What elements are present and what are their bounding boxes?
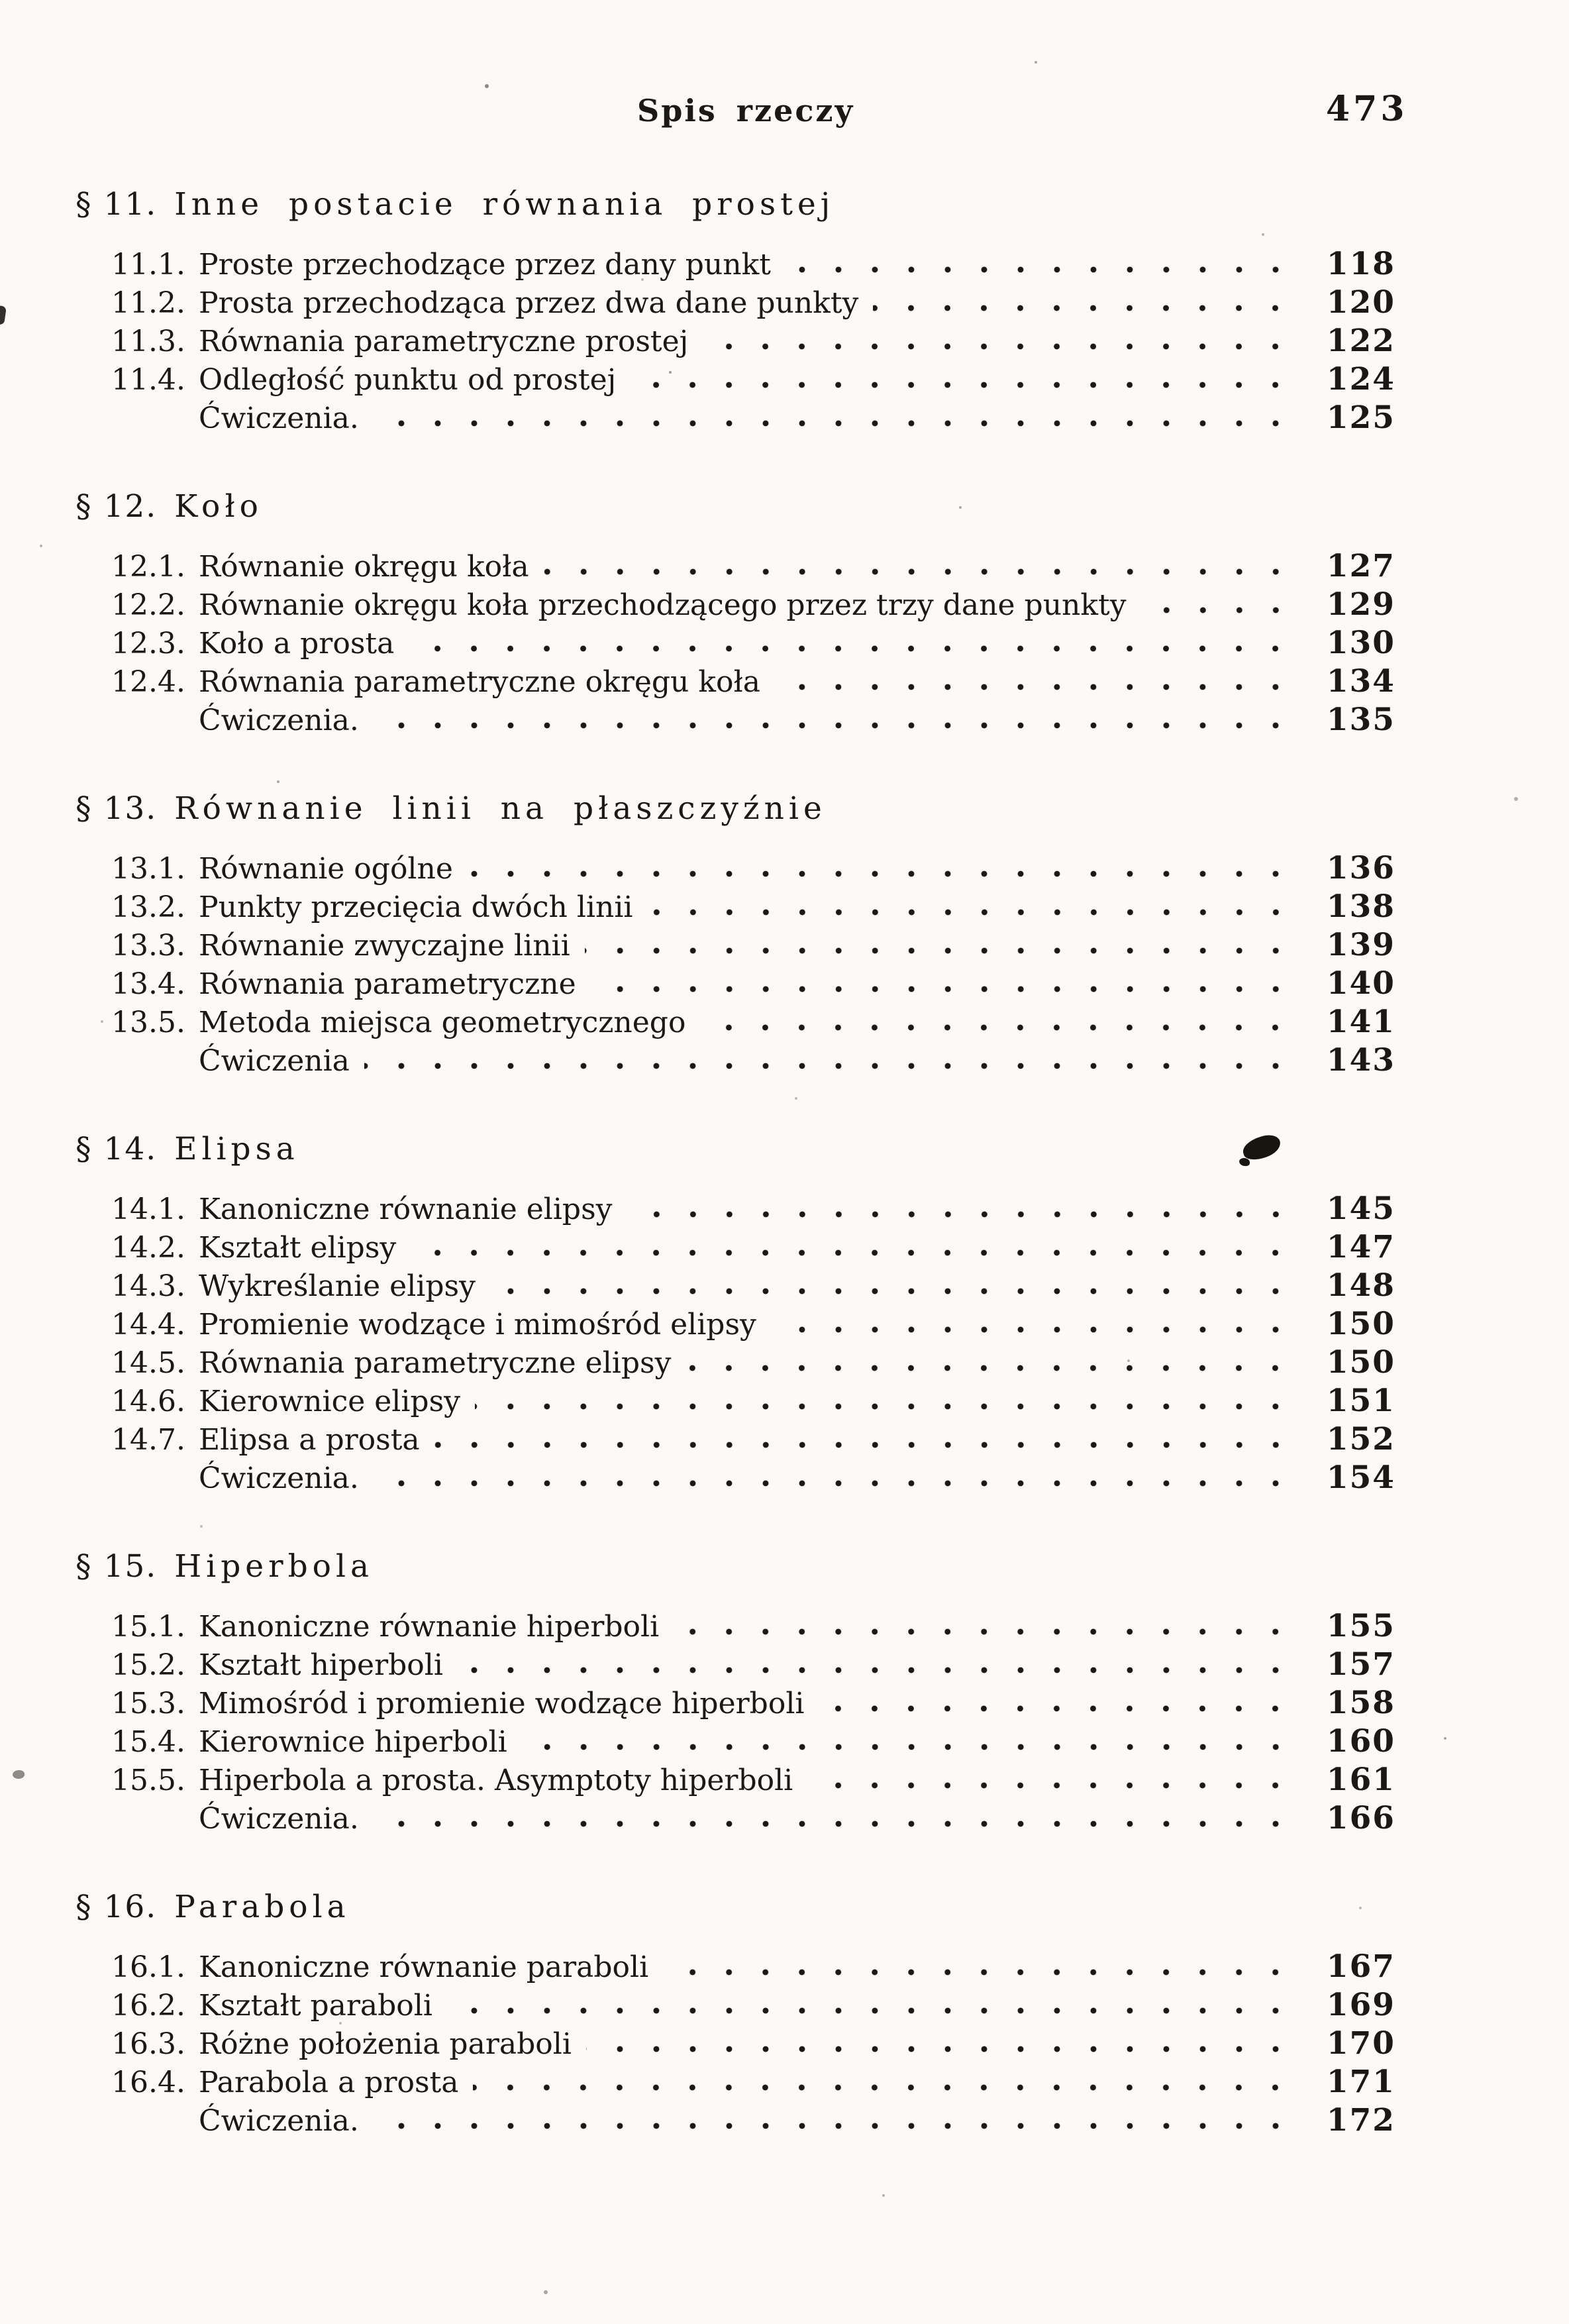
entry-title: Kierownice elipsy <box>199 1385 461 1418</box>
entry-page-number: 125 <box>1326 399 1395 436</box>
section-heading <box>0 1129 1569 1170</box>
entry-title: Równanie zwyczajne linii <box>199 929 570 963</box>
entry-page-number: 120 <box>1326 284 1395 321</box>
entry-page-number: 135 <box>1326 702 1395 738</box>
entry-number: 15.5. <box>111 1764 185 1797</box>
entry-title: Kanoniczne równanie paraboli <box>199 1950 649 1984</box>
entry-title: Prosta przechodząca przez dwa dane punkty <box>199 286 859 320</box>
dot-leader <box>490 1286 1307 1296</box>
toc-section <box>0 1546 1569 1838</box>
entry-number: 14.7. <box>111 1423 185 1457</box>
toc-section <box>0 788 1569 1080</box>
entry-page-number: 167 <box>1326 1948 1395 1985</box>
dot-leader <box>674 1626 1307 1637</box>
entry-page-number: 155 <box>1326 1608 1395 1644</box>
entry-title: Elipsa a prosta <box>199 1423 420 1457</box>
toc-entry <box>0 1190 1569 1228</box>
section-number: § 11. <box>76 186 158 223</box>
entry-page-number: 139 <box>1326 927 1395 963</box>
page-title: Spis rzeczy <box>637 93 855 129</box>
dot-leader <box>374 2121 1307 2131</box>
dot-leader <box>700 1022 1306 1033</box>
entry-title: Różne położenia paraboli <box>199 2027 572 2061</box>
entry-title: Równania parametryczne <box>199 967 576 1001</box>
dot-leader <box>374 1478 1307 1489</box>
dot-leader <box>544 566 1307 577</box>
entry-number: 15.1. <box>111 1610 185 1644</box>
entry-title: Proste przechodzące przez dany punkt <box>199 248 771 282</box>
section-entries <box>0 1607 1569 1838</box>
entry-number: 11.2. <box>111 286 185 320</box>
entry-title: Ćwiczenia. <box>199 1461 359 1495</box>
section-number: § 16. <box>76 1889 158 1925</box>
toc-entry <box>0 1382 1569 1420</box>
entry-page-number: 145 <box>1326 1190 1395 1227</box>
scan-noise <box>0 0 3 3</box>
toc-entry <box>0 888 1569 926</box>
entry-title: Równanie okręgu koła <box>199 550 529 584</box>
entry-title: Ćwiczenia. <box>199 1802 359 1836</box>
section-number: § 12. <box>76 488 158 525</box>
entry-title: Odległość punktu od prostej <box>199 363 617 397</box>
entry-title: Równania parametryczne elipsy <box>199 1346 672 1380</box>
entry-number: 14.3. <box>111 1269 185 1303</box>
dot-leader <box>473 2082 1306 2093</box>
section-title: Elipsa <box>174 1131 299 1167</box>
dot-leader <box>522 1742 1307 1752</box>
entry-page-number: 140 <box>1326 965 1395 1002</box>
entry-number: 12.3. <box>111 627 185 660</box>
toc-entry <box>0 624 1569 662</box>
section-number: § 15. <box>76 1548 158 1585</box>
dot-leader <box>468 869 1307 879</box>
toc-entry <box>0 245 1569 284</box>
section-heading <box>0 1546 1569 1587</box>
entry-page-number: 118 <box>1326 246 1395 282</box>
section-number: § 14. <box>76 1131 158 1167</box>
toc-entry <box>0 1646 1569 1684</box>
entry-title: Równania parametryczne prostej <box>199 325 689 358</box>
dot-leader <box>807 1780 1307 1791</box>
dot-leader <box>447 2005 1307 2016</box>
toc-entry <box>0 1041 1569 1080</box>
toc-entry <box>0 1684 1569 1722</box>
toc-section <box>0 1887 1569 2140</box>
toc-entry <box>0 1420 1569 1459</box>
dot-leader <box>785 264 1307 275</box>
dot-leader <box>434 1440 1307 1450</box>
entry-page-number: 122 <box>1326 323 1395 359</box>
dot-leader <box>648 907 1307 918</box>
entry-page-number: 130 <box>1326 625 1395 661</box>
dot-leader <box>374 720 1307 731</box>
toc-entry <box>0 1722 1569 1761</box>
entry-page-number: 124 <box>1326 361 1395 397</box>
toc-entry <box>0 849 1569 888</box>
entry-page-number: 171 <box>1326 2064 1395 2100</box>
dot-leader <box>586 2044 1307 2054</box>
toc-entry <box>0 1344 1569 1382</box>
entry-number: 13.5. <box>111 1006 185 1039</box>
entry-title: Metoda miejsca geometrycznego <box>199 1006 686 1039</box>
section-entries <box>0 849 1569 1080</box>
entry-number: 16.1. <box>111 1950 185 1984</box>
entry-number: 11.4. <box>111 363 185 397</box>
dot-leader <box>703 341 1307 352</box>
entry-page-number: 157 <box>1326 1646 1395 1683</box>
entry-page-number: 129 <box>1326 586 1395 623</box>
entry-number: 13.2. <box>111 890 185 924</box>
entry-number: 16.2. <box>111 1989 185 2023</box>
toc-section <box>0 486 1569 739</box>
entry-title: Kształt hiperboli <box>199 1648 443 1682</box>
entry-title: Kierownice hiperboli <box>199 1725 507 1759</box>
entry-number: 14.1. <box>111 1192 185 1226</box>
entry-page-number: 152 <box>1326 1421 1395 1457</box>
entry-title: Punkty przecięcia dwóch linii <box>199 890 633 924</box>
entry-page-number: 138 <box>1326 888 1395 925</box>
entry-page-number: 151 <box>1326 1383 1395 1419</box>
toc-entry <box>0 1459 1569 1497</box>
toc-entry <box>0 399 1569 437</box>
entry-title: Równanie ogólne <box>199 852 453 886</box>
dot-leader <box>1141 605 1307 615</box>
entry-page-number: 169 <box>1326 1987 1395 2023</box>
dot-leader <box>585 945 1307 956</box>
entry-page-number: 172 <box>1326 2102 1395 2139</box>
dot-leader <box>374 1819 1307 1829</box>
entry-number: 13.3. <box>111 929 185 963</box>
entry-number: 11.1. <box>111 248 185 282</box>
toc-entry <box>0 2025 1569 2063</box>
section-heading <box>0 1887 1569 1928</box>
toc-entry <box>0 1003 1569 1041</box>
toc-section <box>0 1129 1569 1497</box>
entry-page-number: 136 <box>1326 850 1395 886</box>
dot-leader <box>685 1363 1306 1373</box>
section-number: § 13. <box>76 790 158 827</box>
entry-title: Promienie wodzące i mimośród elipsy <box>199 1308 756 1342</box>
toc-entry <box>0 1607 1569 1646</box>
dot-leader <box>631 380 1307 390</box>
entry-title: Ćwiczenia. <box>199 704 359 737</box>
dot-leader <box>374 418 1307 429</box>
dot-leader <box>364 1061 1307 1071</box>
entry-page-number: 127 <box>1326 548 1395 584</box>
entry-title: Ćwiczenia. <box>199 401 359 435</box>
dot-leader <box>771 1324 1307 1335</box>
toc-entry <box>0 1799 1569 1838</box>
toc-entry <box>0 1986 1569 2025</box>
entry-page-number: 158 <box>1326 1685 1395 1721</box>
toc-sections <box>0 167 1569 2140</box>
toc-entry <box>0 1305 1569 1344</box>
scan-speck <box>13 1770 25 1779</box>
section-heading <box>0 486 1569 527</box>
toc-entry <box>0 360 1569 399</box>
entry-number: 13.4. <box>111 967 185 1001</box>
entry-number: 15.2. <box>111 1648 185 1682</box>
toc-entry <box>0 2063 1569 2101</box>
entry-number: 14.4. <box>111 1308 185 1342</box>
dot-leader <box>475 1401 1307 1412</box>
toc-entry <box>0 2101 1569 2140</box>
dot-leader <box>591 984 1307 994</box>
entry-title: Kształt paraboli <box>199 1989 432 2023</box>
toc-section <box>0 184 1569 437</box>
entry-title: Ćwiczenia <box>199 1044 350 1078</box>
toc-entry <box>0 965 1569 1003</box>
entry-page-number: 147 <box>1326 1229 1395 1265</box>
dot-leader <box>627 1209 1307 1220</box>
section-title: Równanie linii na płaszczyźnie <box>174 790 827 827</box>
entry-title: Ćwiczenia. <box>199 2104 359 2138</box>
entry-number: 12.1. <box>111 550 185 584</box>
section-entries <box>0 547 1569 739</box>
toc-entry <box>0 662 1569 701</box>
entry-number: 16.4. <box>111 2066 185 2099</box>
dot-leader <box>411 1247 1307 1258</box>
section-title: Koło <box>174 488 263 525</box>
entry-number: 15.4. <box>111 1725 185 1759</box>
dot-leader <box>409 643 1307 654</box>
toc-entry <box>0 284 1569 322</box>
entry-number: 13.1. <box>111 852 185 886</box>
section-heading <box>0 184 1569 225</box>
section-entries <box>0 1190 1569 1497</box>
section-title: Hiperbola <box>174 1548 374 1585</box>
entry-title: Koło a prosta <box>199 627 395 660</box>
section-entries <box>0 1948 1569 2140</box>
entry-page-number: 148 <box>1326 1267 1395 1304</box>
entry-page-number: 141 <box>1326 1004 1395 1040</box>
entry-number: 11.3. <box>111 325 185 358</box>
entry-title: Mimośród i promienie wodzące hiperboli <box>199 1687 805 1720</box>
running-head <box>0 89 1569 142</box>
toc-entry <box>0 322 1569 360</box>
entry-page-number: 150 <box>1326 1306 1395 1342</box>
page-number: 473 <box>1326 89 1408 129</box>
entry-number: 16.3. <box>111 2027 185 2061</box>
entry-title: Wykreślanie elipsy <box>199 1269 476 1303</box>
toc-entry <box>0 1948 1569 1986</box>
entry-title: Kształt elipsy <box>199 1231 397 1265</box>
entry-title: Parabola a prosta <box>199 2066 459 2099</box>
dot-leader <box>663 1967 1307 1978</box>
entry-page-number: 160 <box>1326 1723 1395 1760</box>
entry-title: Kanoniczne równanie elipsy <box>199 1192 613 1226</box>
toc-entry <box>0 926 1569 965</box>
toc-entry <box>0 1228 1569 1267</box>
section-heading <box>0 788 1569 829</box>
toc-entry <box>0 586 1569 624</box>
entry-number: 15.3. <box>111 1687 185 1720</box>
dot-leader <box>458 1665 1307 1675</box>
entry-number: 12.4. <box>111 665 185 699</box>
section-title: Inne postacie równania prostej <box>174 186 835 223</box>
entry-number: 14.2. <box>111 1231 185 1265</box>
entry-title: Równania parametryczne okręgu koła <box>199 665 761 699</box>
toc-entry <box>0 1267 1569 1305</box>
entry-page-number: 154 <box>1326 1459 1395 1496</box>
dot-leader <box>775 682 1307 692</box>
toc-entry <box>0 701 1569 739</box>
entry-page-number: 166 <box>1326 1800 1395 1836</box>
entry-title: Równanie okręgu koła przechodzącego przez trzy dane punkty <box>199 588 1127 622</box>
entry-page-number: 143 <box>1326 1042 1395 1079</box>
entry-page-number: 161 <box>1326 1762 1395 1798</box>
entry-number: 14.6. <box>111 1385 185 1418</box>
dot-leader <box>819 1703 1306 1714</box>
entry-page-number: 150 <box>1326 1344 1395 1381</box>
entry-page-number: 170 <box>1326 2025 1395 2062</box>
entry-number: 14.5. <box>111 1346 185 1380</box>
entry-title: Hiperbola a prosta. Asymptoty hiperboli <box>199 1764 793 1797</box>
section-title: Parabola <box>174 1889 350 1925</box>
dot-leader <box>873 303 1307 313</box>
entry-number: 12.2. <box>111 588 185 622</box>
toc-entry <box>0 1761 1569 1799</box>
entry-page-number: 134 <box>1326 663 1395 700</box>
section-entries <box>0 245 1569 437</box>
entry-title: Kanoniczne równanie hiperboli <box>199 1610 660 1644</box>
toc-entry <box>0 547 1569 586</box>
